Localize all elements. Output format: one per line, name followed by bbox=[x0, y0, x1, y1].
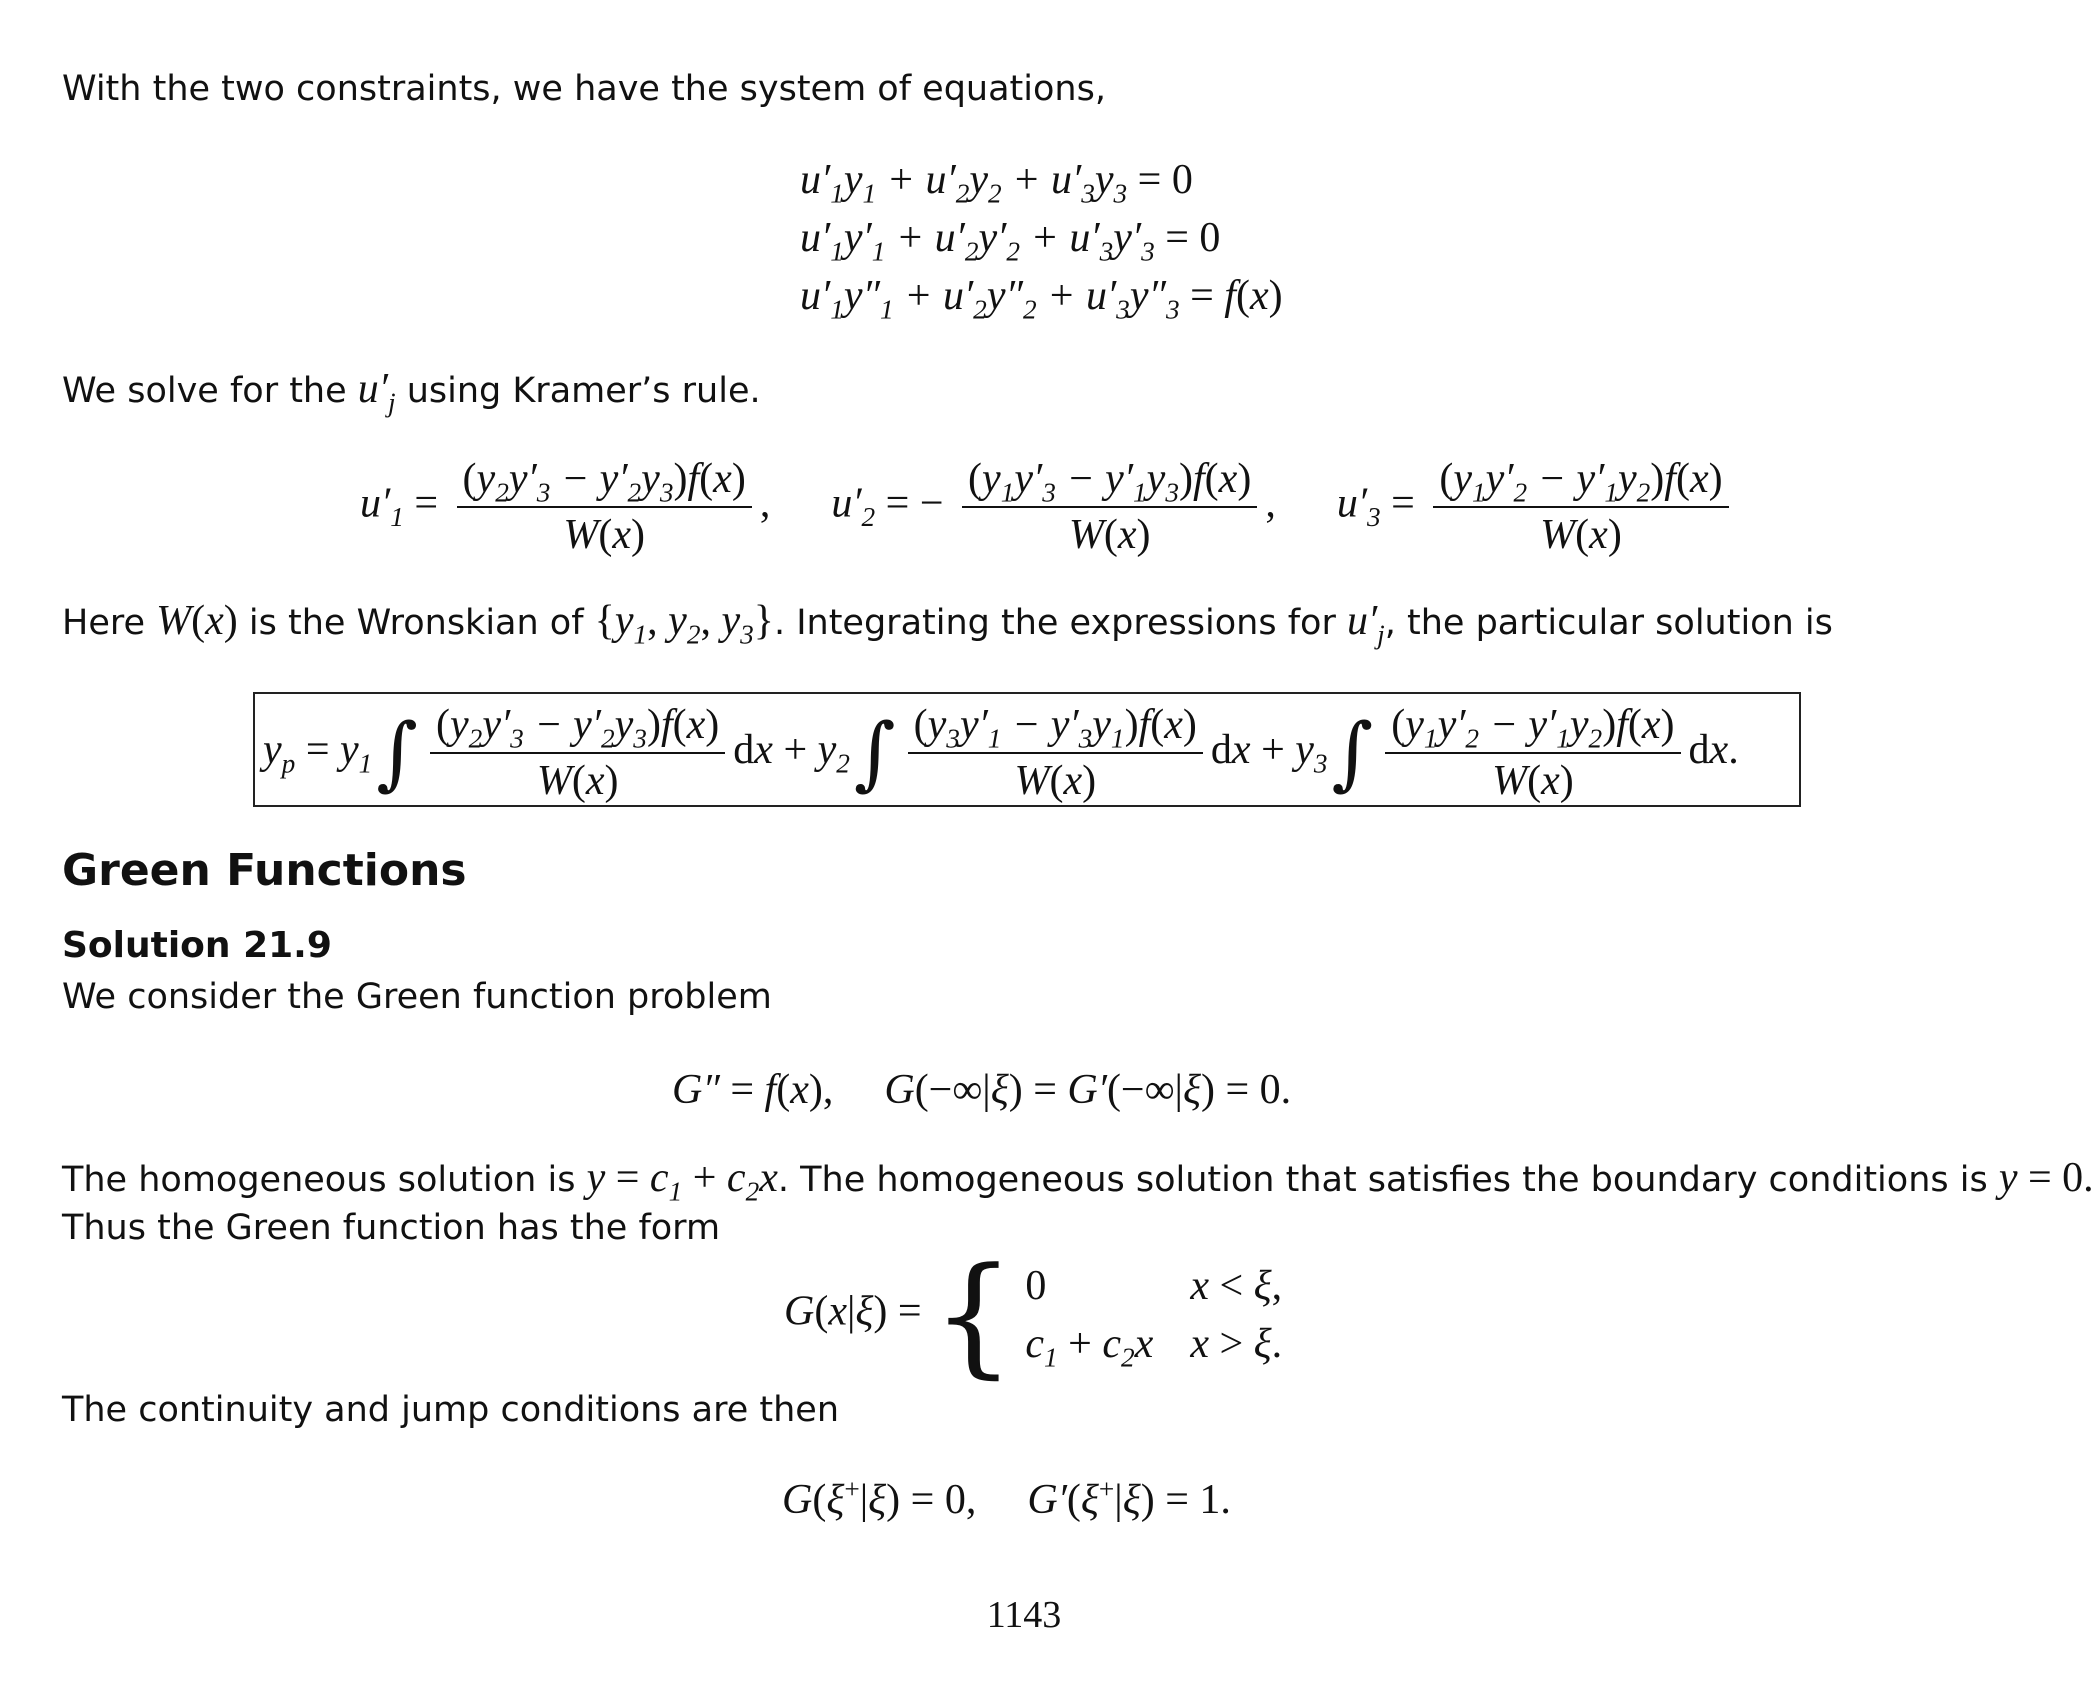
equation-jump-conditions: G(ξ+|ξ) = 0, G′(ξ+|ξ) = 1. bbox=[782, 1474, 1231, 1523]
paragraph-homogeneous: The homogeneous solution is $y = c_1 + c_2x$. The homogeneous solution that satisfies the boundary conditions is y = 0. bbox=[62, 1155, 2094, 1207]
paragraph-continuity: The continuity and jump conditions are then bbox=[62, 1390, 840, 1430]
subsection-heading: Solution 21.9 bbox=[62, 925, 332, 966]
equation-system-line3: $u'_1y''_1 + u'_2y''_2 + u'_3y''_3 = f(x)$ bbox=[800, 273, 1283, 325]
paragraph-wronskian: Here W(x) is the Wronskian of {$y_1$, $y_2$, $y_3$}. Integrating the expressions for $u'_j$, the particular solution is bbox=[62, 598, 1833, 650]
equation-particular-solution: $y_p = y_1\int$ $\frac{(y_2y'_3 - y'_2y_3)f(x)}{W(x)}$ dx + $y_2\int$ $\frac{(y_3y'_1 - y'_3y_1)f(x)}{W(x)}$ dx + $y_3\int$ $\frac{(y_1y'_2 - y'_1y_2)f(x)}{W(x)}$ dx. bbox=[263, 702, 1739, 805]
equation-system-line2: $u'_1y'_1 + u'_2y'_2 + u'_3y'_3 = 0$ bbox=[800, 215, 1221, 267]
paragraph-green-problem: We consider the Green function problem bbox=[62, 977, 772, 1017]
paragraph-green-form: Thus the Green function has the form bbox=[62, 1208, 721, 1248]
equation-green-problem: G″ = f(x), G(−∞|ξ) = G′(−∞|ξ) = 0. bbox=[672, 1067, 1292, 1113]
paragraph-constraints: With the two constraints, we have the system of equations, bbox=[62, 69, 1106, 109]
equation-u-derivatives: $u'_1$ = $\frac{(y_2y'_3 - y'_2y_3)f(x)}{W(x)}$ , $u'_2$ = − $\frac{(y_1y'_3 - y'_1y_3)f(x)}{W(x)}$ , $u'_3$ = $\frac{(y_1y'_2 - y'_1y_2)f(x)}{W(x)}$ bbox=[360, 455, 1737, 559]
section-heading: Green Functions bbox=[62, 845, 467, 896]
page-number: 1143 bbox=[986, 1594, 1062, 1636]
equation-system-line1: $u'_1y_1 + u'_2y_2 + u'_3y_3 = 0$ bbox=[800, 157, 1193, 209]
equation-green-function: G(x|ξ) = { 0 x < ξ, $c_1 + c_2x$ x > ξ. bbox=[784, 1239, 1283, 1391]
paragraph-kramer: We solve for the $u'_j$ using Kramer’s rule. bbox=[62, 366, 761, 418]
